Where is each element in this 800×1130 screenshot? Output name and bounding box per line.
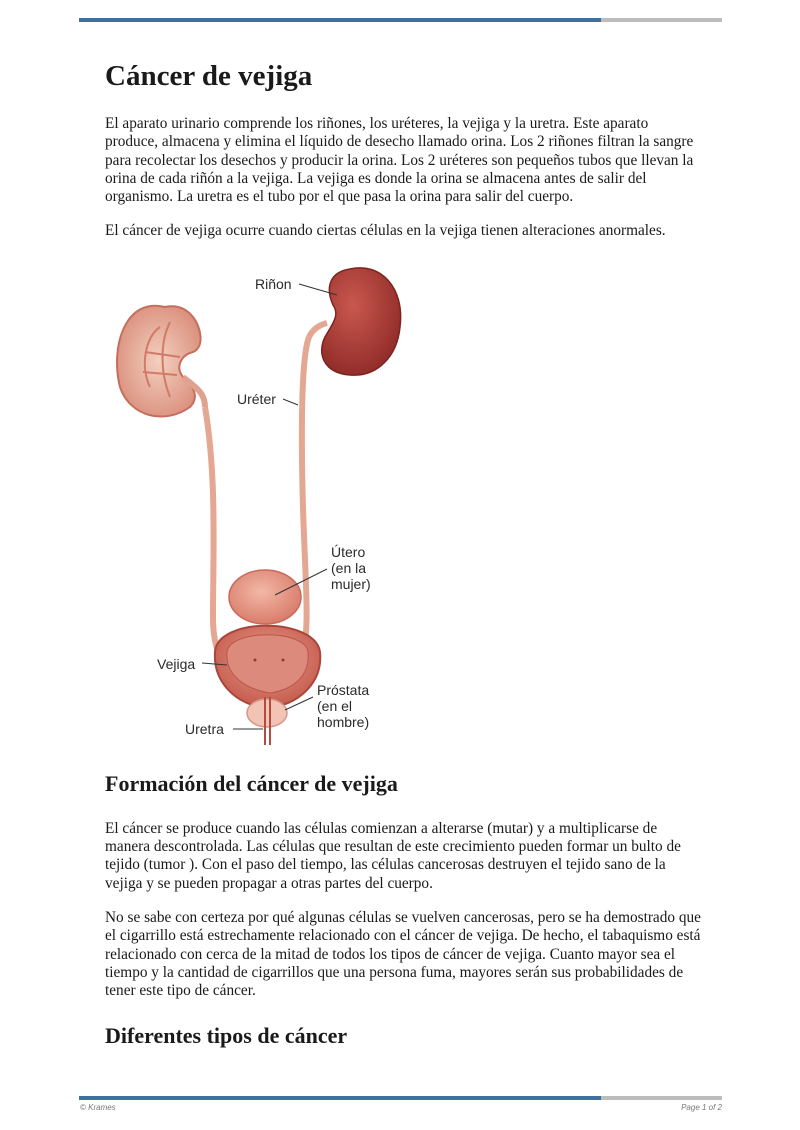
label-uterus-2: (en la [331, 559, 367, 576]
footer-copyright: © Krames [80, 1103, 116, 1112]
label-bladder: Vejiga [157, 655, 196, 672]
section-heading-types: Diferentes tipos de cáncer [105, 1023, 348, 1049]
intro-paragraph-2: El cáncer de vejiga ocurre cuando ciertas células en la vejiga tienen alteraciones anormales. [105, 222, 666, 240]
label-uterus-3: mujer) [331, 575, 371, 592]
page-title: Cáncer de vejiga [105, 60, 313, 92]
urinary-system-illustration [105, 257, 705, 752]
urinary-system-svg [105, 257, 705, 752]
formation-paragraph-2: No se sabe con certeza por qué algunas células se vuelven cancerosas, pero se ha demostrado que el cigarrillo está estrechamente relacionado con el cáncer de vejiga. De hecho, el tabaquismo está relacionado con cerca de la mitad de todos los tipos de cáncer de vejiga. Cuanto mayor sea el tiempo y la cantidad de cigarrillos que una persona fuma, mayores serán sus probabilidades de tener este tipo de cáncer. [105, 908, 701, 1000]
label-urethra: Uretra [185, 720, 224, 737]
right-ureter-shape [285, 337, 309, 669]
label-prostate-2: (en el [317, 697, 353, 714]
label-uterus-1: Útero [331, 543, 366, 560]
bladder-shape [215, 626, 320, 709]
label-prostate-3: hombre) [317, 713, 370, 730]
label-ureter: Uréter [237, 390, 276, 407]
right-kidney-shape [309, 268, 401, 375]
footer-page-number: Page 1 of 2 [681, 1103, 722, 1112]
uterus-shape [229, 570, 301, 624]
left-kidney-shape [117, 305, 205, 416]
section-heading-formation: Formación del cáncer de vejiga [105, 770, 398, 796]
footer-rule [79, 1096, 722, 1100]
prostate-shape [247, 699, 287, 727]
header-rule [79, 18, 722, 22]
label-prostate-1: Próstata [317, 681, 370, 698]
document-body [105, 58, 705, 1072]
label-kidney: Riñon [255, 275, 292, 292]
left-ureter-shape [205, 407, 230, 667]
formation-paragraph-1: El cáncer se produce cuando las células comienzan a alterarse (mutar) y a multiplicarse de manera descontrolada. Las células que resultan de este crecimiento pueden formar un bulto de tejido (tumor ). Con el paso del tiempo, las células cancerosas destruyen el tejido sano de la vejiga y se pueden propagar a otras partes del cuerpo. [105, 819, 681, 892]
intro-paragraph-1: El aparato urinario comprende los riñones, los uréteres, la vejiga y la uretra. Este aparato produce, almacena y elimina el líquido de desecho llamado orina. Los 2 riñones filtran la sangre para recolectar los desechos y producir la orina. Los 2 uréteres son pequeños tubos que llevan la orina de cada riñón a la vejiga. La vejiga es donde la orina se almacena antes de salir del organismo. La uretra es el tubo por el que pasa la orina para salir del cuerpo. [105, 115, 694, 206]
